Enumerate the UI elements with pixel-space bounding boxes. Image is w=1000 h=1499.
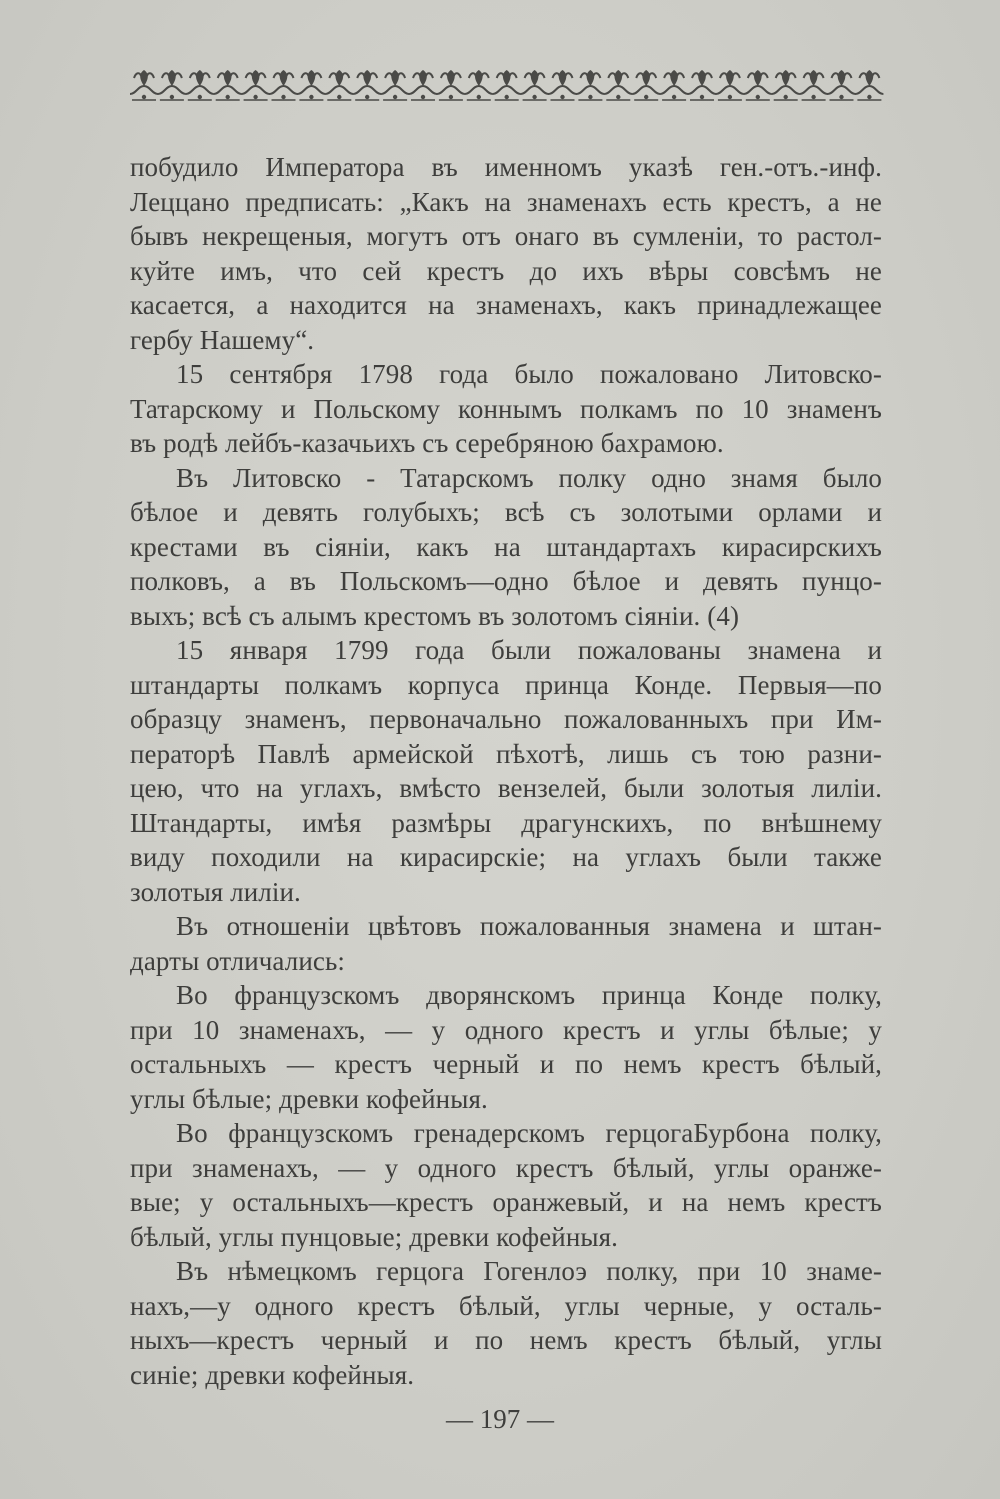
text-line: бѣлый, углы пунцовые; древки кофейныя. xyxy=(130,1221,619,1252)
paragraph xyxy=(130,909,882,978)
text-line: Во французскомъ дворянскомъ принца Конде полку, xyxy=(176,980,882,1010)
text-line: касается, а находится на знаменахъ, какъ принадлежащее xyxy=(130,290,882,320)
text-line: куйте имъ, что сей крестъ до ихъ вѣры совсѣмъ не xyxy=(130,255,882,286)
text-line: золотыя лиліи. xyxy=(130,876,301,907)
text-line: крестами въ сіяніи, какъ на штандартахъ кирасирскихъ xyxy=(130,531,882,562)
text-line: полковъ, а въ Польскомъ—одно бѣлое и девять пунцо- xyxy=(130,566,882,596)
text-line: Леццано предписать: „Какъ на знаменахъ есть крестъ, а не xyxy=(130,186,882,217)
text-line: остальныхъ — крестъ черный и по немъ крестъ бѣлый, xyxy=(130,1049,882,1079)
text-line: образцу знаменъ, первоначально пожалованныхъ при Им- xyxy=(130,704,882,734)
text-line: Штандарты, имѣя размѣры драгунскихъ, по внѣшнему xyxy=(130,807,882,838)
text-line: выхъ; всѣ съ алымъ крестомъ въ золотомъ сіяніи. (4) xyxy=(130,600,740,631)
text-line: побудило Императора въ именномъ указѣ ген.-отъ.-инф. xyxy=(130,152,882,182)
fleuron-border-ornament xyxy=(130,64,885,104)
page-number: — 197 — xyxy=(446,1404,554,1434)
text-line: бѣлое и девять голубыхъ; всѣ съ золотыми орлами и xyxy=(130,497,882,527)
text-line: Татарскому и Польскому коннымъ полкамъ по 10 знаменъ xyxy=(130,393,882,424)
text-line: Въ Литовско - Татарскомъ полку одно знамя было xyxy=(176,462,882,493)
text-line: ныхъ—крестъ черный и по немъ крестъ бѣлый, углы xyxy=(130,1325,882,1355)
body-text xyxy=(130,150,882,1392)
text-line: нахъ,—у одного крестъ бѣлый, углы черные, у осталь- xyxy=(130,1290,882,1321)
text-line: гербу Нашему“. xyxy=(130,324,315,355)
text-line: дарты отличались: xyxy=(130,945,345,976)
paragraph xyxy=(130,633,882,909)
text-line: ператорѣ Павлѣ армейской пѣхотѣ, лишь съ тою разни- xyxy=(130,738,882,769)
paragraph xyxy=(130,978,882,1116)
text-line: штандарты полкамъ корпуса принца Конде. Первыя—по xyxy=(130,669,882,700)
text-line: при знаменахъ, — у одного крестъ бѣлый, углы оранже- xyxy=(130,1152,882,1183)
text-line: бывъ некрещеныя, могутъ отъ онаго въ сумленіи, то растол- xyxy=(130,221,882,251)
paragraph xyxy=(130,461,882,634)
paragraph xyxy=(130,1254,882,1392)
text-line: вые; у остальныхъ—крестъ оранжевый, и на немъ крестъ xyxy=(130,1187,882,1217)
text-line: углы бѣлые; древки кофейныя. xyxy=(130,1083,488,1114)
text-line: синіе; древки кофейныя. xyxy=(130,1359,415,1390)
paragraph xyxy=(130,150,882,357)
text-line: Въ нѣмецкомъ герцога Гогенлоэ полку, при 10 знаме- xyxy=(176,1256,882,1286)
text-line: при 10 знаменахъ, — у одного крестъ и углы бѣлые; у xyxy=(130,1014,882,1045)
paragraph xyxy=(130,357,882,461)
text-line: въ родѣ лейбъ-казачьихъ съ серебряною бахрамою. xyxy=(130,428,724,458)
text-line: виду походили на кирасирскіе; на углахъ были также xyxy=(130,842,882,872)
text-line: 15 января 1799 года были пожалованы знамена и xyxy=(176,635,882,665)
paragraph xyxy=(130,1116,882,1254)
text-line: Во французскомъ гренадерскомъ герцогаБурбона полку, xyxy=(176,1118,882,1148)
text-line: Въ отношеніи цвѣтовъ пожалованныя знамена и штан- xyxy=(176,911,882,941)
text-line: 15 сентября 1798 года было пожаловано Литовско- xyxy=(176,359,882,389)
text-line: цею, что на углахъ, вмѣсто вензелей, были золотыя лиліи. xyxy=(130,773,882,803)
